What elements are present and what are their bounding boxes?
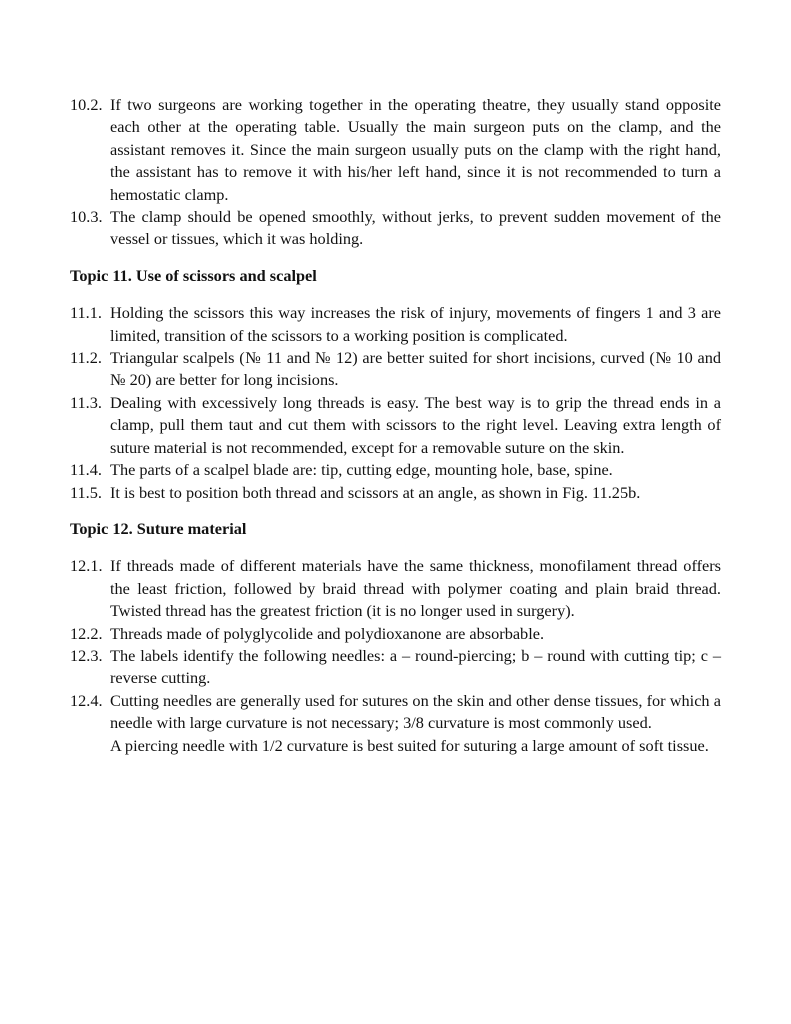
item-number: 12.3. [70, 645, 103, 665]
item-text: Dealing with excessively long threads is easy. The best way is to grip the thread ends in a clamp, pull them taut and cut them with scissors to the right level. Leaving extra length of suture material is not recommended, except for a removable suture on the skin. [110, 392, 721, 457]
list-item-11-5 [70, 482, 721, 504]
item-text: The labels identify the following needles: a – round-piercing; b – round with cutting tip; c – reverse cutting. [110, 645, 721, 688]
paragraph-continuation: A piercing needle with 1/2 curvature is best suited for suturing a large amount of soft tissue. [110, 735, 709, 755]
item-text: The parts of a scalpel blade are: tip, cutting edge, mounting hole, base, spine. [110, 460, 613, 480]
item-text: Cutting needles are generally used for sutures on the skin and other dense tissues, for which a needle with large curvature is not necessary; 3/8 curvature is most commonly used. [110, 690, 721, 733]
section-topic-10-continued [70, 94, 721, 251]
list-item-11-2 [70, 347, 721, 392]
item-number: 12.4. [70, 690, 103, 710]
list-item-10-2 [70, 94, 721, 206]
list-item-12-3 [70, 645, 721, 690]
item-text: Holding the scissors this way increases the risk of injury, movements of fingers 1 and 3 are limited, transition of the scissors to a working position is complicated. [110, 303, 721, 345]
list-item-11-4 [70, 459, 721, 481]
item-number: 10.3. [70, 207, 103, 227]
item-number: 11.4. [70, 460, 102, 480]
item-number: 11.5. [70, 482, 102, 502]
item-text: It is best to position both thread and scissors at an angle, as shown in Fig. 11.25b. [110, 482, 641, 502]
item-number: 12.1. [70, 556, 103, 576]
section-heading: Topic 11. Use of scissors and scalpel [70, 265, 317, 285]
list-item-10-3 [70, 206, 721, 251]
item-number: 12.2. [70, 623, 103, 643]
list-item-12-4 [70, 690, 721, 735]
item-text: Threads made of polyglycolide and polydioxanone are absorbable. [110, 623, 545, 643]
document-page [70, 94, 721, 757]
section-heading: Topic 12. Suture material [70, 518, 247, 538]
item-text: The clamp should be opened smoothly, without jerks, to prevent sudden movement of the vessel or tissues, which it was holding. [110, 207, 721, 249]
section-topic-11 [70, 265, 721, 504]
list-item-12-1 [70, 555, 721, 622]
item-text: Triangular scalpels (№ 11 and № 12) are better suited for short incisions, curved (№ 10 and № 20) are better for long incisions. [110, 348, 721, 390]
item-number: 11.1. [70, 303, 102, 323]
item-number: 11.3. [70, 392, 102, 412]
item-text: If two surgeons are working together in the operating theatre, they usually stand opposite each other at the operating table. Usually the main surgeon puts on the clamp, and the assistant removes it. Since the main surgeon usually puts on the clamp with the right hand, the assistant has to remove it with his/her left hand, since it is not recommended to turn a hemostatic clamp. [110, 95, 721, 204]
section-topic-12 [70, 518, 721, 757]
list-item-11-1 [70, 302, 721, 347]
list-item-11-3 [70, 392, 721, 459]
item-number: 11.2. [70, 348, 102, 368]
item-number: 10.2. [70, 95, 103, 114]
list-item-12-2 [70, 623, 721, 645]
item-text: If threads made of different materials have the same thickness, monofilament thread offers the least friction, followed by braid thread with polymer coating and plain braid thread. Twisted thread has the greatest friction (it is no longer used in surgery). [110, 556, 721, 621]
